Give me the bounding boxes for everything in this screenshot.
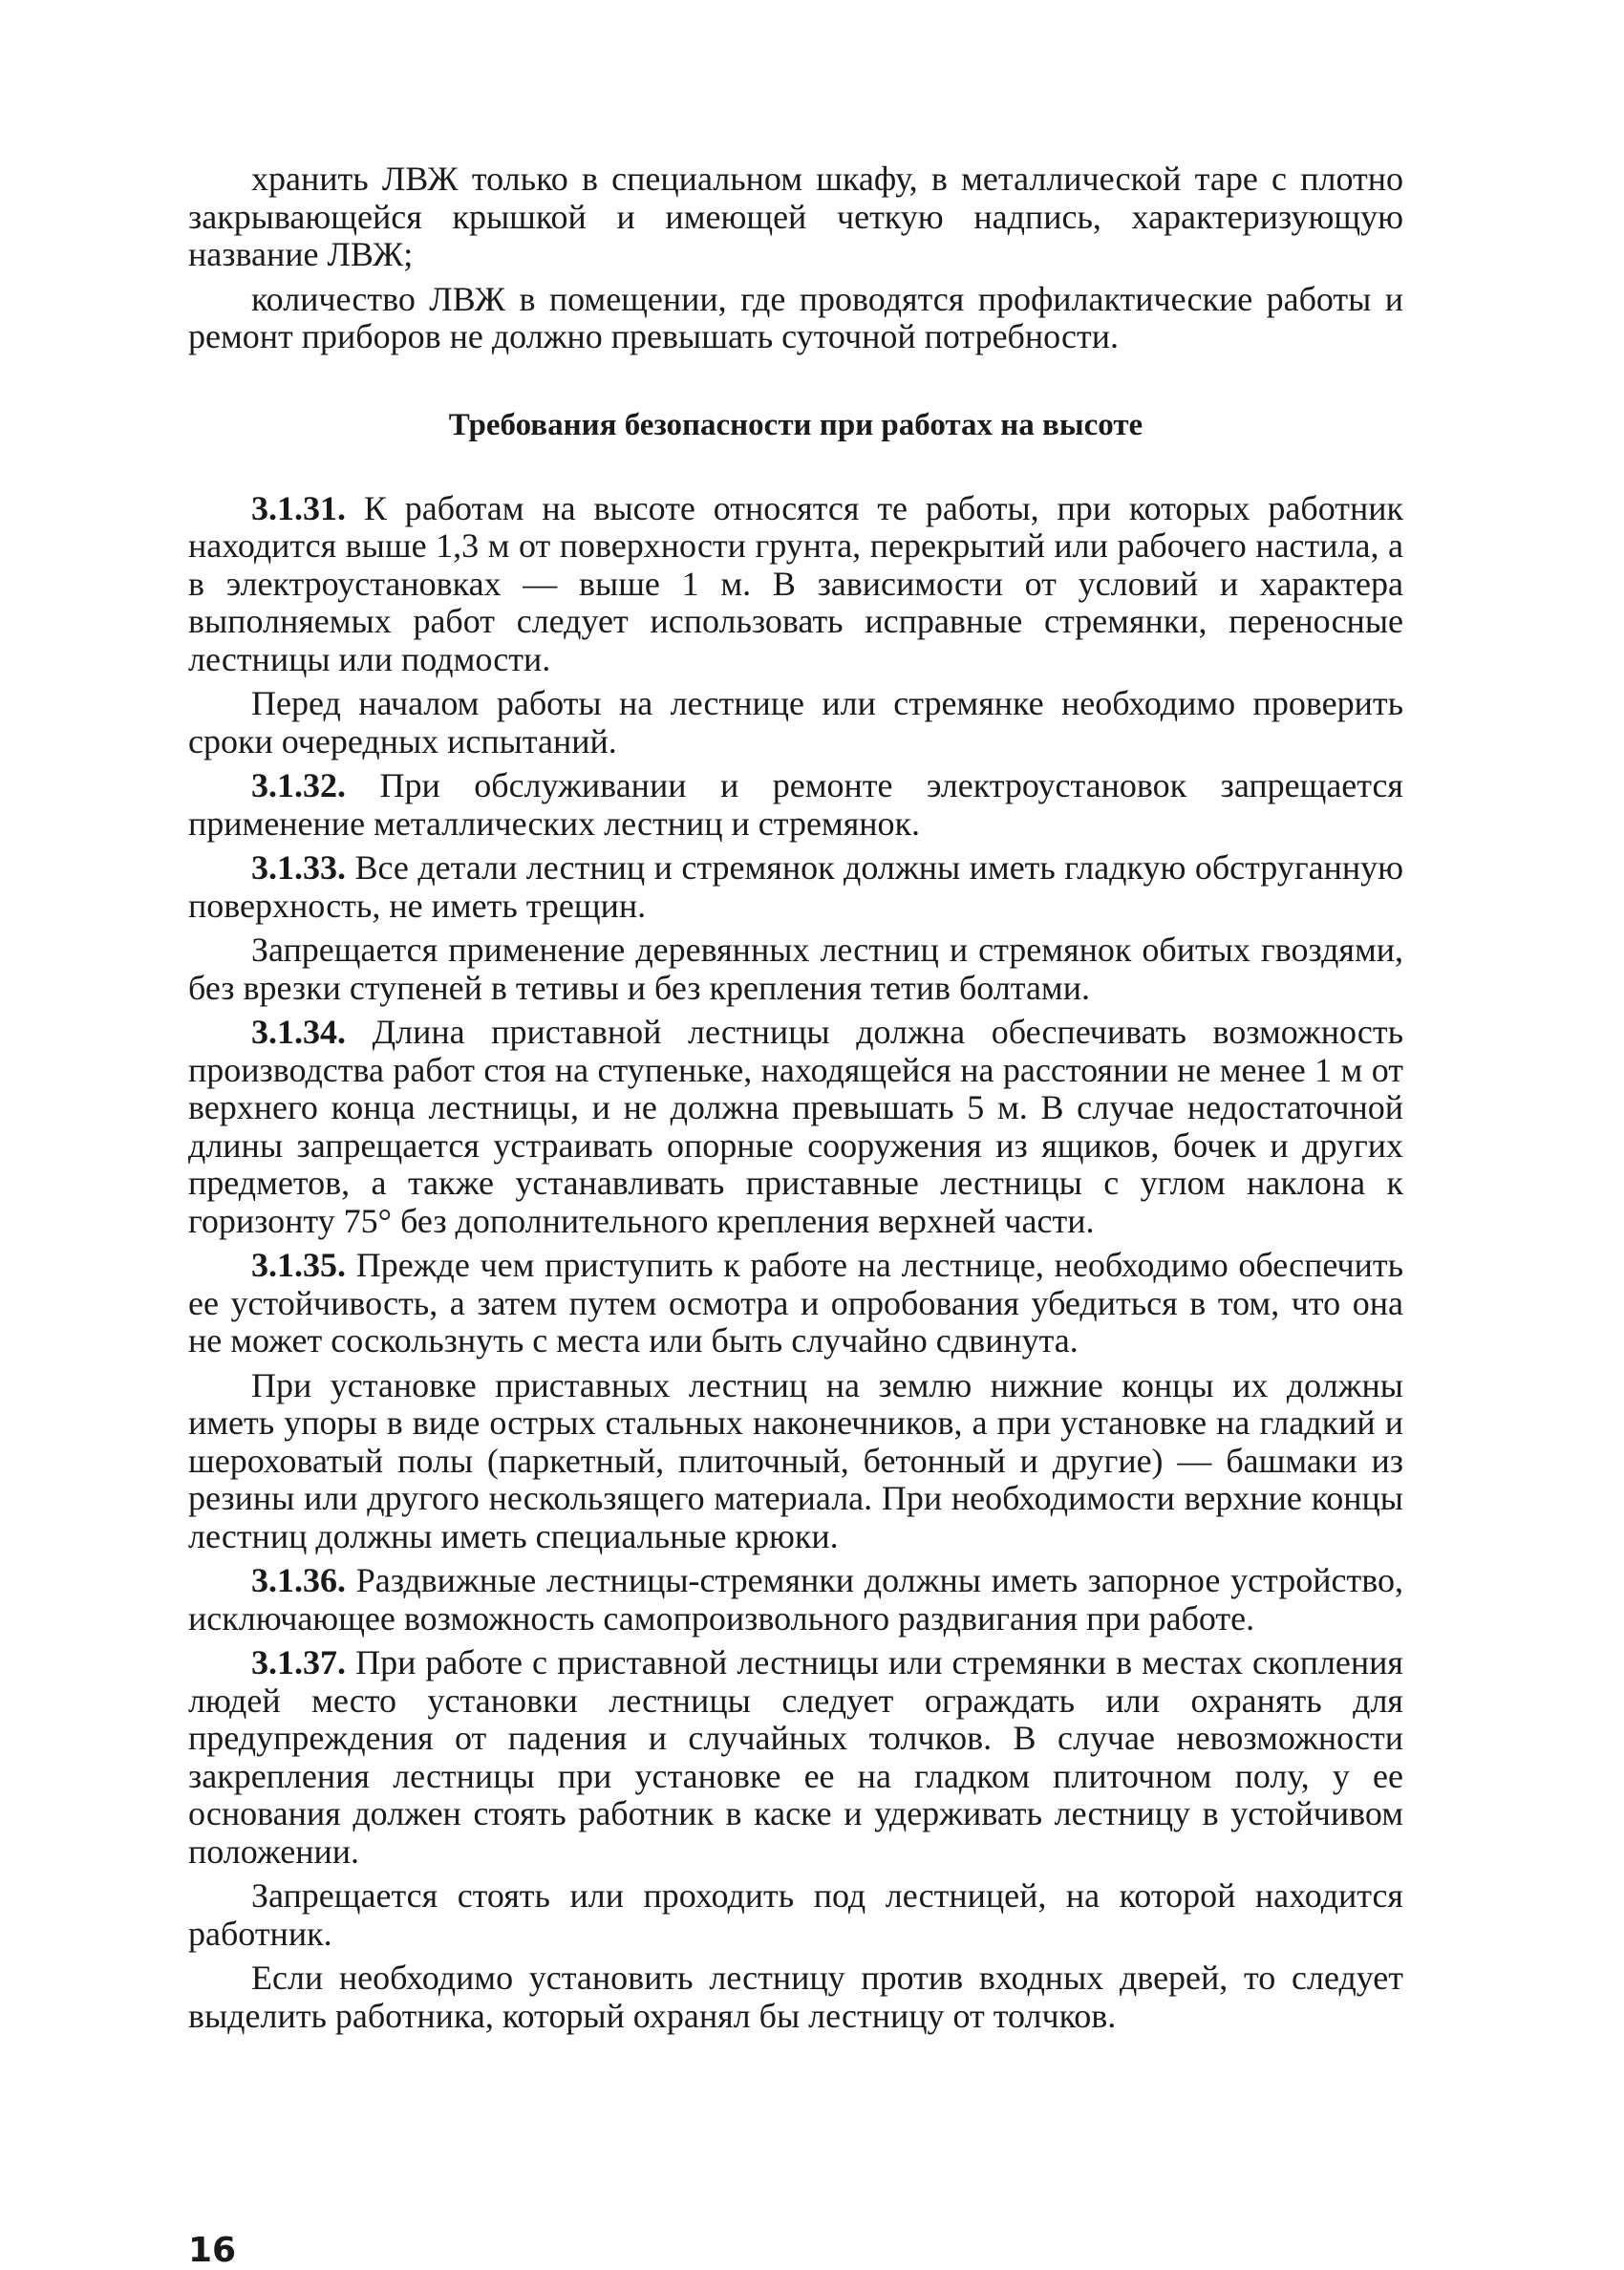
clause-text: К работам на высоте относятся те работы, при которых работник находится выше 1,3 м от поверхности грунта, перекрытий или рабочего настила, а в электроустановках — выше 1 м. В зависимости от условий и характера выполняемых работ следует использовать исправные стремянки, переносные лестницы или подмости. — [188, 488, 1403, 678]
clause-3-1-34 — [188, 1014, 1403, 1240]
clause-number: 3.1.31. — [251, 488, 346, 527]
clause-3-1-35 — [188, 1247, 1403, 1360]
clause-text: При работе с приставной лестницы или стремянки в местах скопления людей место установки лестницы следует ограждать или охранять для предупреждения от падения и случайных толчков. В случае невозможности закрепления лестницы при установке ее на гладком плиточном полу, у ее основания должен стоять работник в каске и удерживать лестницу в устойчивом положении. — [188, 1643, 1403, 1871]
clause-text: Если необходимо установить лестницу против входных дверей, то следует выделить работника, который охранял бы лестницу от толчков. — [188, 1959, 1403, 2035]
paragraph-no-standing-under — [188, 1877, 1403, 1953]
clause-text: Раздвижные лестницы-стремянки должны иметь запорное устройство, исключающее возможность самопроизвольного раздвигания при работе. — [188, 1561, 1403, 1638]
clause-3-1-37 — [188, 1644, 1403, 1871]
section-heading: Требования безопасности при работах на высоте — [448, 407, 1143, 442]
clause-text: Все детали лестниц и стремянок должны иметь гладкую обструганную поверхность, не иметь трещин. — [188, 848, 1403, 925]
paragraph-quantity: количество ЛВЖ в помещении, где проводятся профилактические работы и ремонт приборов не должно превышать суточной потребности. — [188, 279, 1403, 355]
clause-number: 3.1.32. — [251, 766, 346, 804]
clause-number: 3.1.35. — [251, 1246, 346, 1284]
clause-number: 3.1.37. — [251, 1643, 346, 1681]
paragraph-check-tests — [188, 685, 1403, 760]
clause-number: 3.1.33. — [251, 848, 346, 887]
clause-number: 3.1.36. — [251, 1561, 346, 1599]
clause-text: Запрещается стоять или проходить под лестницей, на которой находится работник. — [188, 1876, 1403, 1953]
clause-3-1-36 — [188, 1562, 1403, 1638]
paragraph-ladder-feet — [188, 1367, 1403, 1556]
paragraph-storage: хранить ЛВЖ только в специальном шкафу, в металлической таре с плотно закрывающейся крышкой и имеющей четкую надпись, характеризующую название ЛВЖ; — [188, 160, 1403, 273]
clause-text: Запрещается применение деревянных лестниц и стремянок обитых гвоздями, без врезки ступеней в тетивы и без крепления тетив болтами. — [188, 931, 1403, 1007]
clause-number: 3.1.34. — [251, 1013, 346, 1051]
clause-text: При обслуживании и ремонте электроустановок запрещается применение металлических лестниц и стремянок. — [188, 766, 1403, 843]
paragraph-wooden-ladders — [188, 932, 1403, 1007]
clause-text: Перед началом работы на лестнице или стремянке необходимо проверить сроки очередных испытаний. — [188, 684, 1403, 760]
clause-text: Прежде чем приступить к работе на лестнице, необходимо обеспечить ее устойчивость, а затем путем осмотра и опробования убедиться в том, что она не может соскользнуть с места или быть случайно сдвинута. — [188, 1246, 1403, 1360]
paragraph-door-guard — [188, 1959, 1403, 2035]
clause-3-1-32 — [188, 767, 1403, 843]
clause-text: Длина приставной лестницы должна обеспечивать возможность производства работ стоя на ступеньке, находящейся на расстоянии не менее 1 м от верхнего конца лестницы, и не должна превышать 5 м. В случае недостаточной длины запрещается устраивать опорные сооружения из ящиков, бочек и других предметов, а также устанавливать приставные лестницы с углом наклона к горизонту 75° без дополнительного крепления верхней части. — [188, 1013, 1403, 1240]
page-number: 16 — [188, 2231, 237, 2270]
clause-3-1-33 — [188, 849, 1403, 925]
clause-3-1-31 — [188, 490, 1403, 679]
document-page — [188, 160, 1403, 2270]
clause-text: При установке приставных лестниц на землю нижние концы их должны иметь упоры в виде острых стальных наконечников, а при установке на гладкий и шероховатый полы (паркетный, плиточный, бетонный и другие) — башмаки из резины или другого нескользящего материала. При необходимости верхние концы лестниц должны иметь специальные крюки. — [188, 1365, 1403, 1555]
